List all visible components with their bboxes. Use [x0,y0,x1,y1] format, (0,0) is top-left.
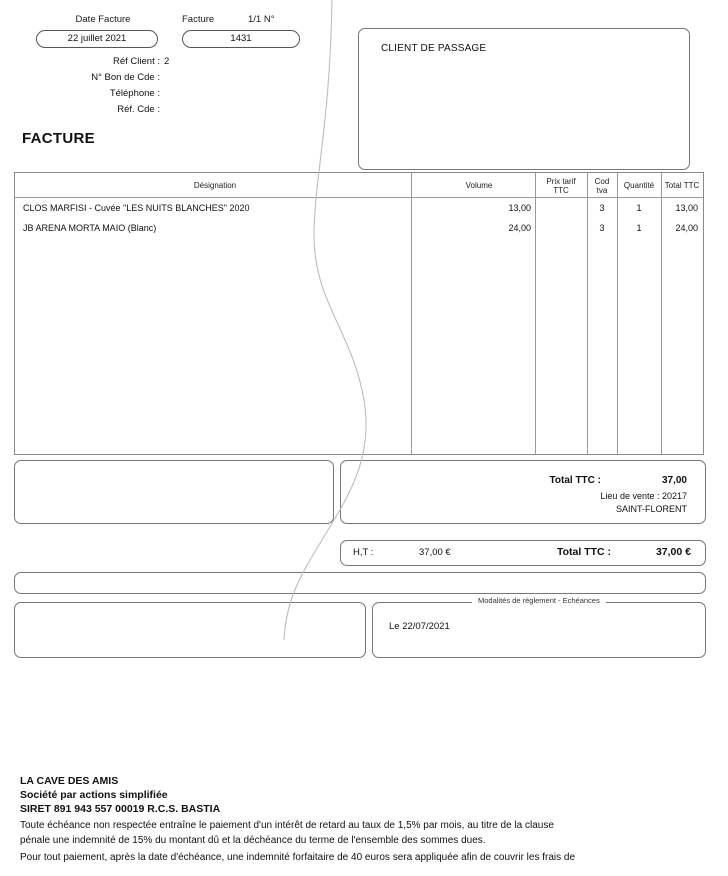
column-header-quantite: Quantité [623,181,655,190]
column-header-prix-tarif: Prix tarif [546,177,576,186]
cell-designation: JB ARENA MORTA MAIO (Blanc) [23,223,157,233]
line-items-table [14,172,704,455]
column-header-cod: Cod [594,177,610,186]
company-name: LA CAVE DES AMIS [20,775,119,787]
notes-box-left [14,460,334,524]
column-header-prix-tarif-ttc: TTC [553,186,569,195]
grand-total-label: Total TTC : [556,546,611,558]
facture-number-value: 1431 [182,30,300,48]
client-name: CLIENT DE PASSAGE [381,43,487,54]
total-ttc-label: Total TTC : [549,475,601,486]
cell-quantite: 1 [636,203,642,213]
column-header-designation: Désignation [193,181,237,190]
cell-cod-tva: 3 [599,223,605,233]
footer [20,774,710,866]
company-siret: SIRET 891 943 557 00019 R.C.S. BASTIA [20,803,221,815]
cell-quantite: 1 [636,223,642,233]
totals-box [340,460,706,524]
lieu-de-vente-label: Lieu de vente : 20217 [600,491,687,501]
company-legal-form: Société par actions simplifiée [20,789,168,801]
facture-label: Facture [182,14,215,25]
payment-terms-box [372,602,706,658]
cell-total-ttc: 24,00 [675,223,698,233]
table-row [15,223,703,242]
separator-strip-box [14,572,706,594]
payment-date: Le 22/07/2021 [389,621,450,632]
total-ttc-value: 37,00 [661,475,687,486]
cell-prix-tarif-ttc: 24,00 [508,223,531,233]
date-facture-label: Date Facture [75,14,131,25]
ht-label: H,T : [353,547,374,558]
cell-prix-tarif-ttc: 13,00 [508,203,531,213]
terms-line-1: Toute échéance non respectée entraîne le paiement d'un intérêt de retard au taux de 1,5% par mois, au titre de la clause [20,820,554,831]
bon-de-commande-label: N° Bon de Cde : [91,72,160,83]
cell-designation: CLOS MARFISI - Cuvée "LES NUITS BLANCHES" 2020 [23,203,250,213]
column-header-total-ttc: Total TTC [664,181,700,190]
table-row [15,203,703,222]
cell-cod-tva: 3 [599,203,605,213]
column-header-tva: tva [596,186,608,195]
page-title: FACTURE [22,130,95,147]
notes-box-bottom-left [14,602,366,658]
terms-line-2: pénale une indemnité de 15% du montant dû et la déchéance du terme de l'ensemble des sommes dues. [20,834,486,846]
date-facture-value: 22 juillet 2021 [36,30,158,48]
modalites-reglement-label: Modalités de règlement - Echéances [472,596,606,605]
table-header-rule [15,197,703,198]
lieu-de-vente-ville: SAINT-FLORENT [615,504,687,514]
ref-commande-label: Réf. Cde : [117,104,160,115]
grand-total-value: 37,00 € [655,546,691,558]
telephone-label: Téléphone : [109,88,160,99]
client-address-box [358,28,690,170]
column-header-volume: Volume [465,181,493,190]
ht-total-bar [340,540,706,566]
facture-number-label: 1/1 N° [248,14,275,25]
cell-total-ttc: 13,00 [675,203,698,213]
ref-client-value: 2 [164,56,170,67]
terms-line-3: Pour tout paiement, après la date d'échéance, une indemnité forfaitaire de 40 euros sera appliquée afin de couvrir les frais de [20,852,576,863]
ref-client-label: Réf Client : [113,56,160,67]
ht-value: 37,00 € [419,547,451,558]
